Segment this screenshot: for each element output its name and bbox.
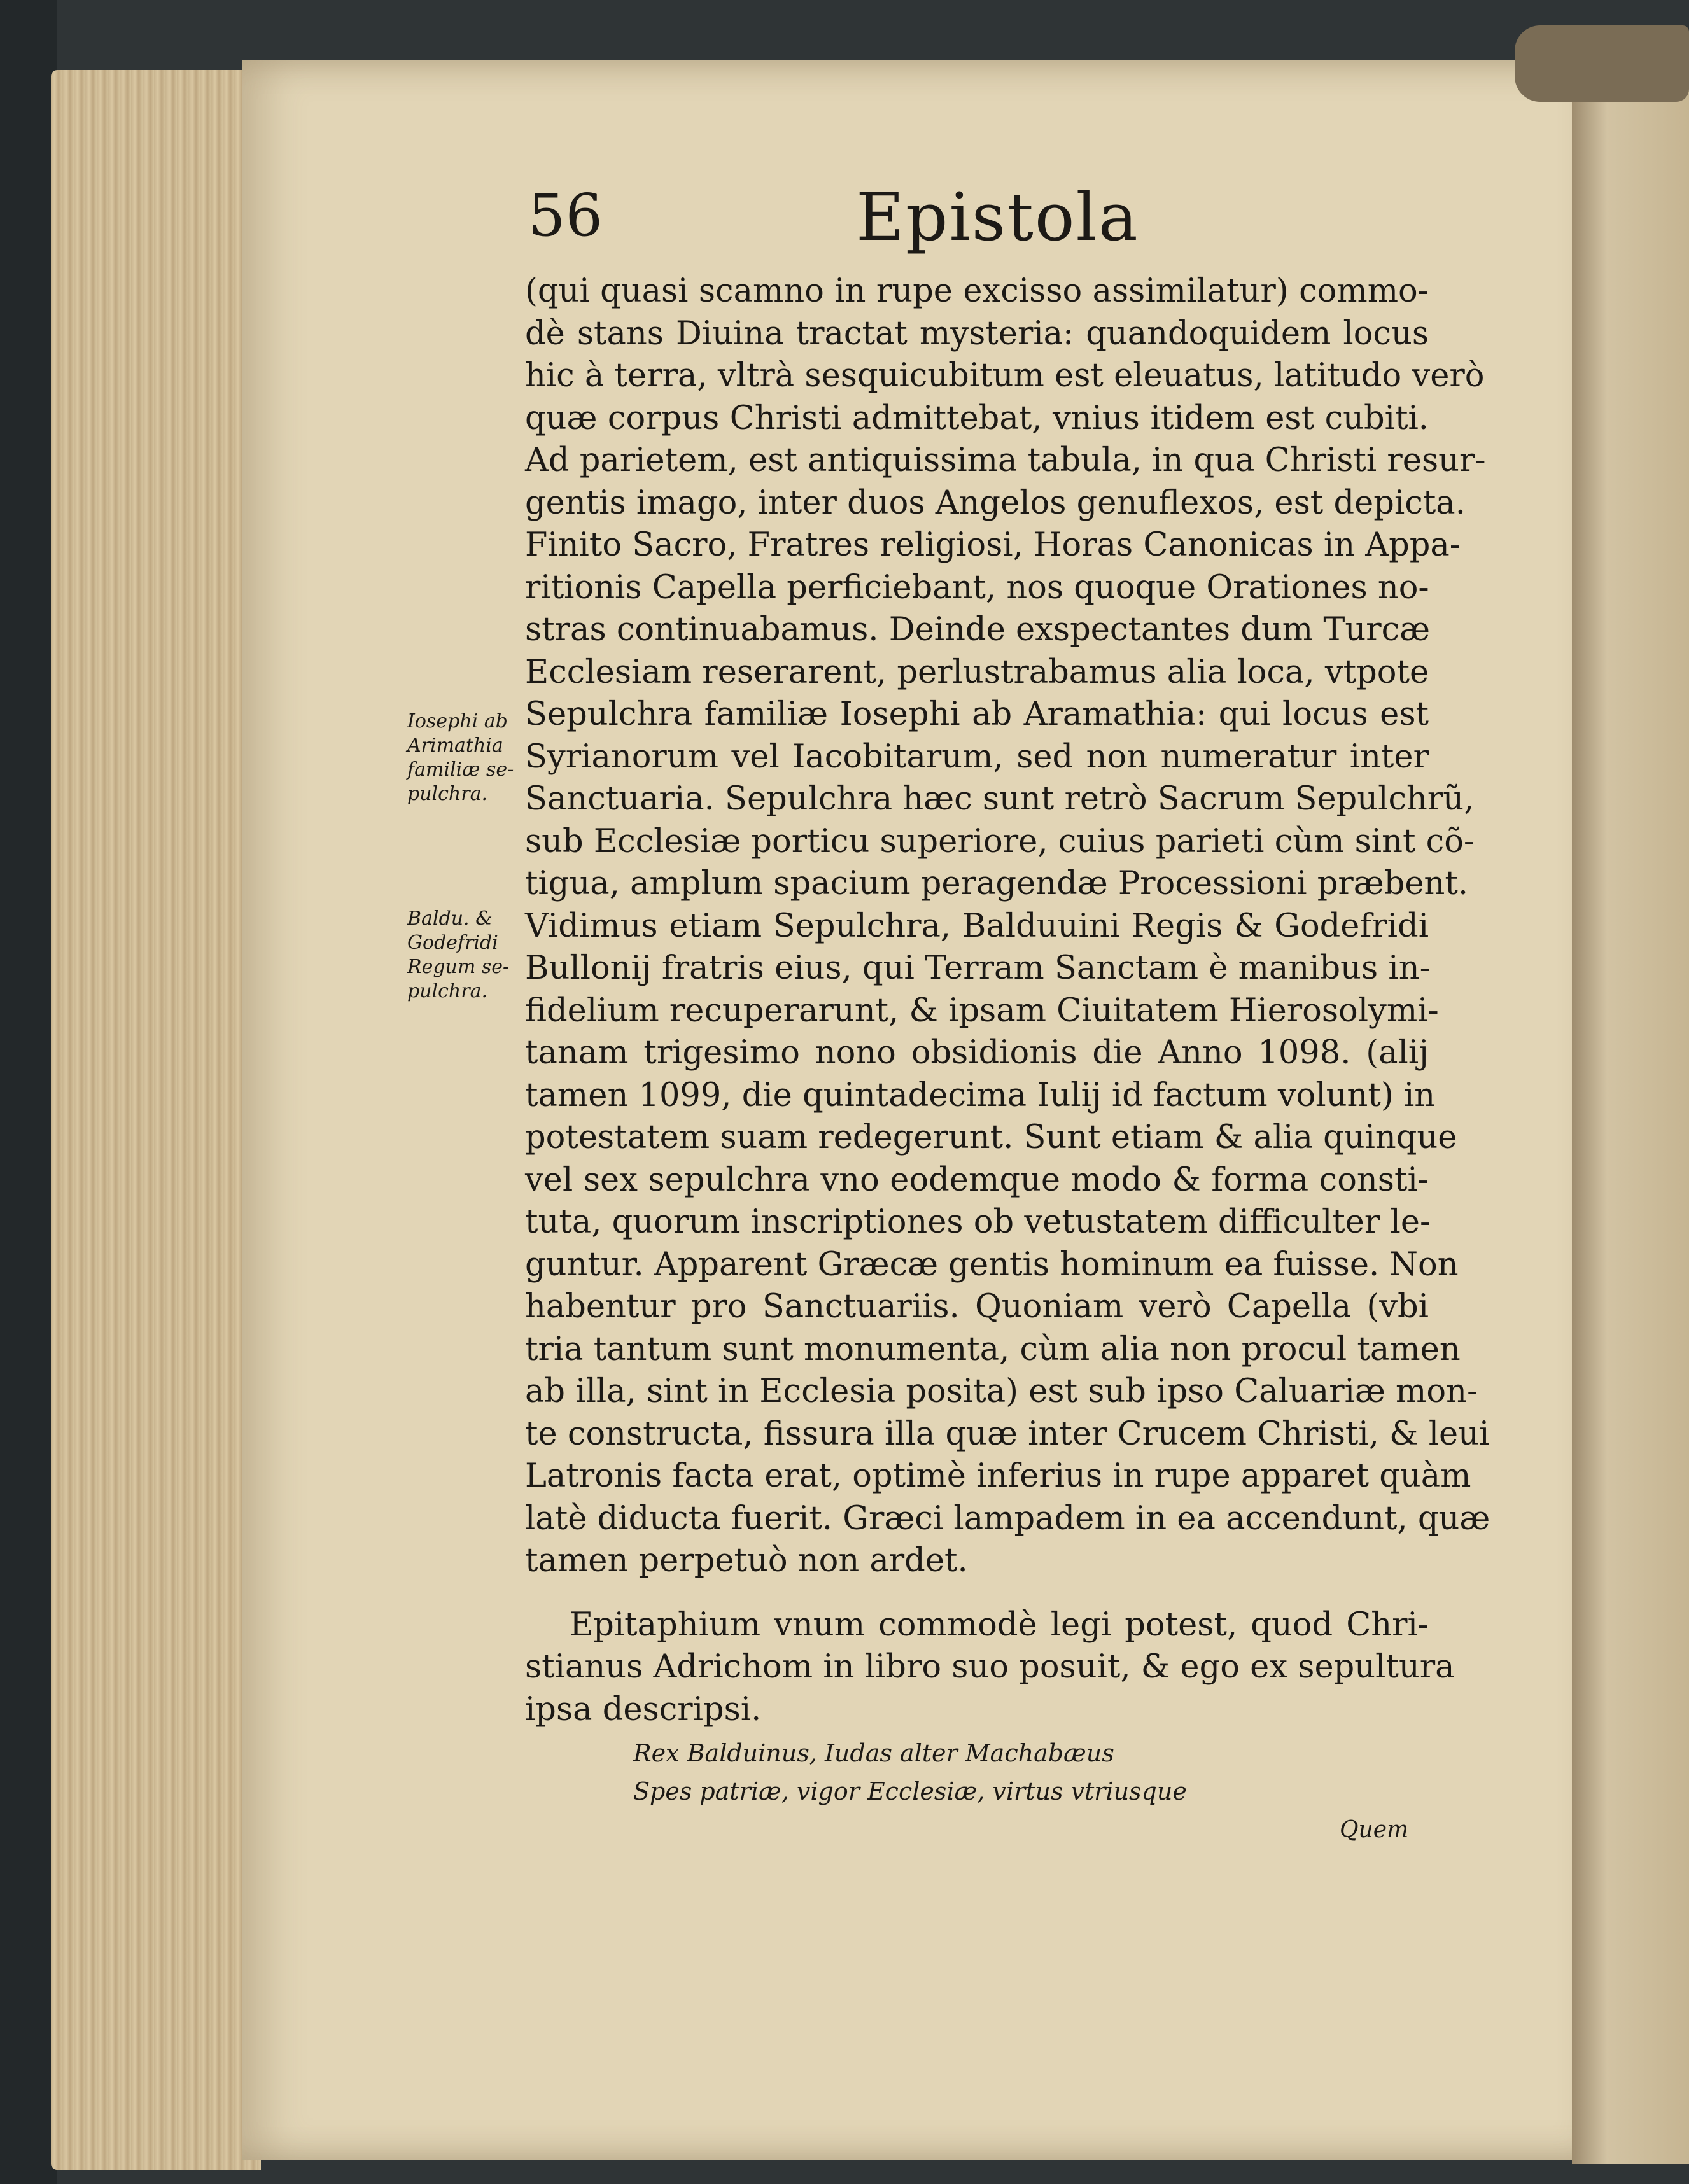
text-line: quæ corpus Christi admittebat, vnius itidem est cubiti.: [525, 399, 1429, 437]
text-line: habentur pro Sanctuariis. Quoniam verò Capella (vbi: [525, 1288, 1429, 1326]
epitaph: [633, 1734, 1187, 1810]
text-line: potestatem suam redegerunt. Sunt etiam & alia quinque: [525, 1119, 1457, 1156]
text-line: Ad parietem, est antiquissima tabula, in qua Christi resur-: [525, 442, 1486, 479]
catchword: Quem: [1340, 1817, 1409, 1843]
text-line: tria tantum sunt monumenta, cùm alia non procul tamen: [525, 1330, 1461, 1368]
text-line: Vidimus etiam Sepulchra, Balduuini Regis & Godefridi: [525, 907, 1429, 945]
text-line: Sanctuaria. Sepulchra hæc sunt retrò Sacrum Sepulchrũ,: [525, 780, 1475, 818]
text-line: tamen 1099, die quintadecima Iulij id factum volunt) in: [525, 1076, 1436, 1114]
note-line: Regum se-: [407, 956, 510, 978]
text-line: ipsa descripsi.: [525, 1690, 762, 1728]
text-line: sub Ecclesiæ porticu superiore, cuius parieti cùm sint cõ-: [525, 822, 1475, 860]
text-line: ritionis Capella perficiebant, nos quoque Orationes no-: [525, 568, 1429, 606]
text-line: tigua, amplum spacium peragendæ Processioni præbent.: [525, 865, 1469, 902]
note-line: Baldu. &: [407, 907, 493, 930]
note-line: Godefridi: [407, 932, 498, 954]
ribbon-marker: [1515, 25, 1689, 102]
epitaph-line: Rex Balduinus, Iudas alter Machabæus: [633, 1739, 1114, 1767]
text-line: vel sex sepulchra vno eodemque modo & forma consti-: [525, 1161, 1429, 1199]
book-gutter: [1572, 70, 1689, 2164]
text-line: hic à terra, vltrà sesquicubitum est eleuatus, latitudo verò: [525, 357, 1485, 395]
text-line: Finito Sacro, Fratres religiosi, Horas Canonicas in Appa-: [525, 526, 1461, 564]
running-head: Epistola: [856, 178, 1139, 256]
text-line: Ecclesiam reserarent, perlustrabamus alia loca, vtpote: [525, 653, 1429, 691]
text-line: Latronis facta erat, optimè inferius in rupe apparet quàm: [525, 1457, 1471, 1495]
text-line: tanam trigesimo nono obsidionis die Anno 1098. (alij: [525, 1034, 1429, 1072]
note-line: familiæ se-: [407, 759, 514, 781]
epitaph-line: Spes patriæ, vigor Ecclesiæ, virtus vtriusque: [633, 1777, 1187, 1805]
text-line: gentis imago, inter duos Angelos genuflexos, est depicta.: [525, 484, 1466, 522]
note-line: pulchra.: [407, 783, 488, 805]
page-number: 56: [528, 181, 603, 249]
text-line: tamen perpetuò non ardet.: [525, 1542, 968, 1579]
text-line: Epitaphium vnum commodè legi potest, quod Chri-: [570, 1606, 1429, 1644]
text-line: fidelium recuperarunt, & ipsam Ciuitatem Hierosolymi-: [525, 991, 1439, 1030]
page-stack-edge: [51, 70, 261, 2170]
margin-note-joseph: [407, 710, 528, 806]
text-line: te constructa, fissura illa quæ inter Crucem Christi, & leui: [525, 1415, 1490, 1453]
text-line: guntur. Apparent Græcæ gentis hominum ea fuisse. Non: [525, 1245, 1459, 1284]
body-text: [525, 270, 1490, 1731]
text-line: latè diducta fuerit. Græci lampadem in ea accendunt, quæ: [525, 1499, 1490, 1537]
text-line: stras continuabamus. Deinde exspectantes dum Turcæ: [525, 611, 1431, 648]
cover-edge: [0, 0, 57, 2184]
text-line: stianus Adrichom in libro suo posuit, & ego ex sepultura: [525, 1648, 1455, 1686]
note-line: Arimathia: [407, 734, 503, 757]
text-line: ab illa, sint in Ecclesia posita) est sub ipso Caluariæ mon-: [525, 1373, 1478, 1410]
text-line: Syrianorum vel Iacobitarum, sed non numeratur inter: [525, 738, 1429, 776]
note-line: pulchra.: [407, 980, 488, 1002]
text-line: dè stans Diuina tractat mysteria: quandoquidem locus: [525, 314, 1429, 353]
text-line: (qui quasi scamno in rupe excisso assimilatur) commo-: [525, 272, 1429, 310]
text-line: Sepulchra familiæ Iosephi ab Aramathia: qui locus est: [525, 696, 1429, 733]
text-line: tuta, quorum inscriptiones ob vetustatem difficulter le-: [525, 1203, 1431, 1241]
text-line: Bullonij fratris eius, qui Terram Sanctam è manibus in-: [525, 949, 1431, 987]
note-line: Iosephi ab: [407, 710, 508, 732]
margin-note-baldwin: [407, 907, 528, 1004]
